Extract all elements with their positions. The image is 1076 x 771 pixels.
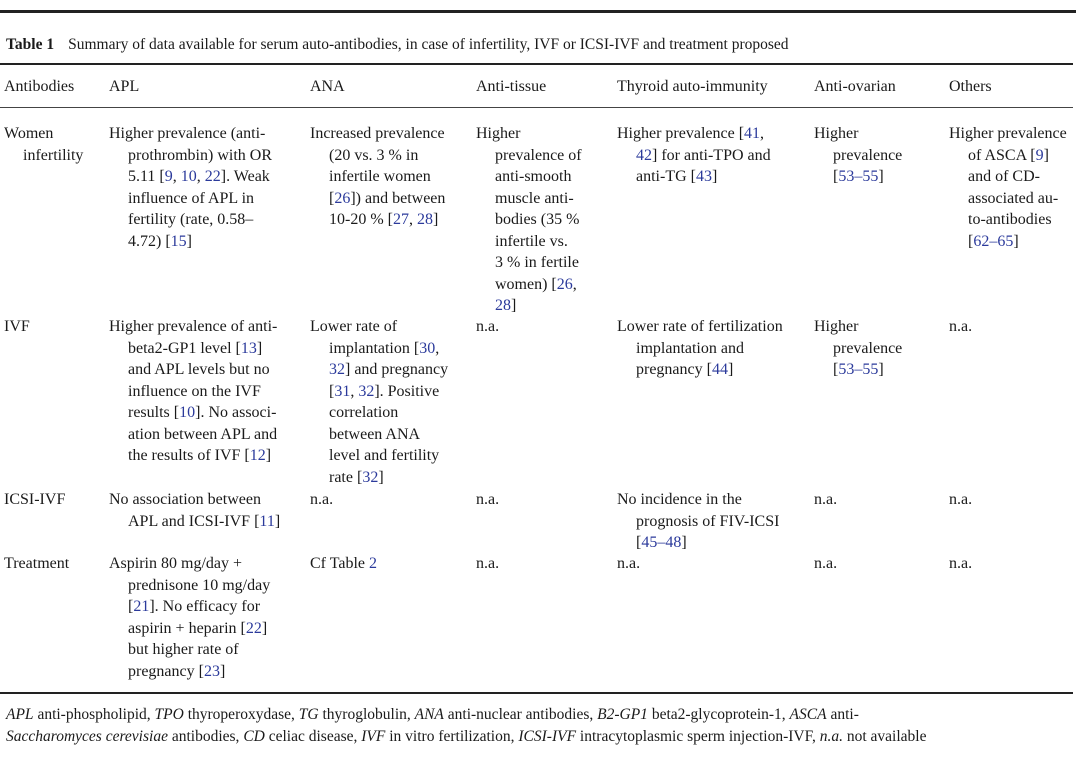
cell-text: ] bbox=[274, 512, 281, 530]
table-label: Table 1 bbox=[6, 36, 55, 53]
cell-line bbox=[949, 231, 1067, 253]
cell-anti-ovarian bbox=[814, 489, 837, 511]
cell-line bbox=[109, 424, 277, 446]
cell-text: fertility (rate, 0.58– bbox=[128, 211, 254, 228]
cell-thyroid bbox=[617, 316, 783, 381]
cell-text: ] and pregnancy bbox=[345, 361, 449, 378]
cell-line bbox=[617, 123, 771, 145]
cell-line bbox=[310, 359, 448, 381]
cell-line bbox=[109, 166, 272, 188]
cell-anti-tissue bbox=[476, 316, 499, 338]
cell-text: ] bbox=[681, 534, 687, 551]
cell-text: ] bbox=[432, 211, 439, 228]
cell-line bbox=[617, 489, 779, 511]
footnote-definition: anti- bbox=[826, 706, 859, 723]
cell-text: [ bbox=[968, 232, 974, 250]
reference-link[interactable]: 21 bbox=[133, 598, 150, 615]
cell-line bbox=[109, 639, 270, 661]
cell-text: Higher prevalence bbox=[949, 125, 1067, 142]
header-ana: ANA bbox=[310, 78, 345, 95]
footnote-abbreviation: ANA bbox=[414, 706, 444, 723]
cell-line bbox=[476, 274, 582, 296]
cell-line bbox=[814, 316, 902, 338]
cell-line bbox=[109, 188, 272, 210]
cell-line bbox=[476, 123, 582, 145]
header-thyroid: Thyroid auto-immunity bbox=[617, 78, 768, 95]
cell-text: ] bbox=[711, 168, 718, 185]
cell-text: ] bbox=[265, 447, 272, 464]
cell-text: n.a. bbox=[949, 318, 973, 335]
footnote-abbreviation: ICSI-IVF bbox=[518, 728, 577, 745]
reference-link[interactable]: 31 bbox=[334, 382, 351, 400]
cell-text: n.a. bbox=[814, 491, 838, 508]
cell-text: ] bbox=[186, 232, 192, 250]
cell-line bbox=[814, 553, 837, 575]
cell-text: , bbox=[408, 211, 417, 228]
cell-line bbox=[949, 553, 972, 575]
cell-line bbox=[109, 316, 277, 338]
cell-text: anti-TG [ bbox=[636, 168, 696, 185]
cell-line bbox=[476, 209, 582, 231]
footnote-abbreviation: Saccharomyces cerevisiae bbox=[6, 728, 168, 745]
cell-text: aspirin + heparin [ bbox=[128, 619, 246, 637]
cell-text: Lower rate of bbox=[310, 318, 398, 335]
cell-line bbox=[310, 402, 448, 424]
cell-text: associated au- bbox=[968, 189, 1059, 207]
cell-text: , bbox=[350, 382, 359, 400]
footnote-line bbox=[6, 726, 926, 748]
cell-text: but higher rate of bbox=[128, 641, 239, 658]
row-label bbox=[4, 489, 65, 511]
cell-line bbox=[814, 338, 902, 360]
cell-line bbox=[617, 359, 783, 381]
cell-line bbox=[310, 123, 445, 145]
cell-line bbox=[617, 511, 779, 533]
cell-line bbox=[310, 489, 333, 511]
cell-text: prevalence of bbox=[495, 146, 582, 164]
cell-line bbox=[476, 188, 582, 210]
cell-apl bbox=[109, 489, 280, 532]
cell-line bbox=[109, 489, 280, 511]
footnote-definition: not available bbox=[842, 728, 927, 745]
cell-text: and APL levels but no bbox=[128, 361, 270, 378]
cell-line bbox=[310, 424, 448, 446]
footnote-definition: in vitro fertilization, bbox=[385, 728, 519, 745]
reference-link[interactable]: 11 bbox=[259, 512, 275, 530]
cell-text: prevalence bbox=[833, 339, 903, 357]
cell-text: [ bbox=[636, 534, 642, 551]
cell-text: APL and ICSI-IVF [ bbox=[128, 512, 260, 530]
cell-line bbox=[310, 338, 448, 360]
cell-text: n.a. bbox=[814, 555, 838, 572]
header-anti-ovarian: Anti-ovarian bbox=[814, 78, 896, 95]
cell-text: 10-20 % [ bbox=[329, 211, 393, 228]
reference-link[interactable]: 10 bbox=[180, 168, 197, 185]
cell-line bbox=[617, 532, 779, 554]
cell-line bbox=[310, 553, 377, 575]
cell-line bbox=[310, 145, 445, 167]
cell-line bbox=[949, 123, 1067, 145]
reference-link[interactable]: 15 bbox=[170, 232, 187, 250]
cell-line bbox=[109, 338, 277, 360]
footnote-abbreviation: APL bbox=[6, 706, 34, 723]
cell-line bbox=[949, 489, 972, 511]
cell-text: rate [ bbox=[329, 468, 363, 486]
row-label-line: Treatment bbox=[4, 555, 70, 572]
header-anti-tissue: Anti-tissue bbox=[476, 78, 547, 95]
header-rule bbox=[0, 107, 1073, 108]
cell-apl bbox=[109, 553, 270, 682]
footnote-abbreviation: ASCA bbox=[789, 706, 827, 723]
cell-text: Higher prevalence of anti- bbox=[109, 318, 278, 335]
cell-text: ] bbox=[727, 361, 734, 378]
cell-text: , bbox=[172, 168, 181, 185]
cell-text: ]. No associ- bbox=[195, 404, 277, 421]
cell-text: , bbox=[196, 168, 205, 185]
cell-text: n.a. bbox=[476, 318, 500, 335]
cell-anti-tissue bbox=[476, 489, 499, 511]
cell-text: [ bbox=[833, 361, 839, 378]
cell-line bbox=[814, 123, 902, 145]
cell-text: ation between APL and bbox=[128, 425, 278, 443]
cell-text: n.a. bbox=[617, 555, 641, 572]
header-apl: APL bbox=[109, 78, 140, 95]
footnote-definition: antibodies, bbox=[167, 728, 244, 745]
cell-text: prevalence bbox=[833, 146, 903, 164]
cell-text: ] bbox=[256, 339, 263, 357]
cell-line bbox=[617, 553, 640, 575]
cell-text: n.a. bbox=[310, 491, 334, 508]
cell-line bbox=[476, 145, 582, 167]
reference-link[interactable]: 26 bbox=[556, 275, 573, 293]
cell-text: ]. Weak bbox=[220, 168, 270, 185]
cell-ana bbox=[310, 316, 448, 488]
cell-text: 3 % in fertile bbox=[495, 254, 579, 271]
cell-text: [ bbox=[128, 598, 134, 615]
cell-line bbox=[814, 489, 837, 511]
cell-line bbox=[476, 295, 582, 317]
reference-link[interactable]: 30 bbox=[419, 339, 436, 357]
row-label-line: Women bbox=[4, 125, 54, 142]
cell-line bbox=[814, 359, 902, 381]
cell-others bbox=[949, 316, 972, 338]
cell-text: , bbox=[760, 125, 765, 142]
cell-text: of ASCA [ bbox=[968, 146, 1036, 164]
cell-line bbox=[476, 316, 499, 338]
cell-text: Higher bbox=[814, 318, 859, 335]
reference-link[interactable]: 28 bbox=[416, 211, 433, 228]
cell-text: Higher bbox=[814, 125, 859, 142]
cell-text: Higher bbox=[476, 125, 521, 142]
cell-text: , bbox=[572, 275, 577, 293]
cell-thyroid bbox=[617, 553, 640, 575]
cell-line bbox=[310, 166, 445, 188]
cell-line bbox=[949, 145, 1067, 167]
row-label-line: ICSI-IVF bbox=[4, 491, 66, 508]
cell-others bbox=[949, 489, 972, 511]
cell-line bbox=[109, 209, 272, 231]
table-caption bbox=[6, 36, 789, 54]
cell-line bbox=[109, 145, 272, 167]
cell-line bbox=[109, 553, 270, 575]
cell-line bbox=[310, 467, 448, 489]
reference-link[interactable]: 12 bbox=[249, 447, 266, 464]
header-others: Others bbox=[949, 78, 992, 95]
row-label-line: IVF bbox=[4, 318, 30, 335]
footnote-definition: intracytoplasmic sperm injection-IVF, bbox=[576, 728, 820, 745]
reference-link[interactable]: 13 bbox=[240, 339, 257, 357]
footnote-abbreviation: CD bbox=[243, 728, 265, 745]
cell-line bbox=[109, 123, 272, 145]
cell-line bbox=[476, 231, 582, 253]
cell-text: Cf Table bbox=[310, 555, 370, 572]
cell-anti-tissue bbox=[476, 123, 582, 317]
cell-text: implantation [ bbox=[329, 339, 420, 357]
cell-text: Higher prevalence [ bbox=[617, 125, 745, 142]
cell-text: ] bbox=[219, 662, 226, 680]
footnote-abbreviation: n.a. bbox=[819, 728, 843, 745]
reference-link[interactable]: 45–48 bbox=[641, 534, 682, 551]
cell-line bbox=[109, 381, 277, 403]
cell-anti-ovarian bbox=[814, 553, 837, 575]
cell-ana bbox=[310, 123, 445, 231]
cell-apl bbox=[109, 316, 277, 467]
cell-text: No incidence in the bbox=[617, 491, 742, 508]
cell-text: and of CD- bbox=[968, 168, 1040, 185]
cell-line bbox=[814, 166, 902, 188]
cell-text: prothrombin) with OR bbox=[128, 146, 272, 164]
reference-link[interactable]: 9 bbox=[1035, 146, 1044, 164]
cell-line bbox=[476, 553, 499, 575]
cell-line bbox=[476, 166, 582, 188]
reference-link[interactable]: 41 bbox=[744, 125, 761, 142]
cell-line bbox=[617, 338, 783, 360]
cell-line bbox=[109, 231, 272, 253]
reference-link[interactable]: 9 bbox=[164, 168, 173, 185]
cell-thyroid bbox=[617, 489, 779, 554]
cell-line bbox=[814, 145, 902, 167]
reference-link[interactable]: 53–55 bbox=[838, 168, 879, 185]
footnote-abbreviation: TG bbox=[298, 706, 319, 723]
footnote-line bbox=[6, 704, 926, 726]
cell-line bbox=[617, 145, 771, 167]
cell-text: 5.11 [ bbox=[128, 168, 165, 185]
cell-ana bbox=[310, 489, 333, 511]
reference-link[interactable]: 32 bbox=[358, 382, 375, 400]
cell-line bbox=[310, 209, 445, 231]
cell-text: infertile women bbox=[329, 168, 431, 185]
table-title: Summary of data available for serum auto-antibodies, in case of infertility, IVF or ICSI-IVF and treatment proposed bbox=[68, 36, 789, 53]
cell-text: ] bbox=[378, 468, 384, 486]
row-label bbox=[4, 123, 83, 166]
cell-line bbox=[109, 661, 270, 683]
cell-line bbox=[109, 575, 270, 597]
cell-line bbox=[949, 316, 972, 338]
reference-link[interactable]: 42 bbox=[636, 146, 652, 164]
header-antibodies: Antibodies bbox=[4, 78, 75, 95]
cell-line bbox=[109, 596, 270, 618]
row-label bbox=[4, 553, 69, 575]
cell-text: n.a. bbox=[476, 491, 500, 508]
cell-line bbox=[949, 166, 1067, 188]
cell-apl bbox=[109, 123, 272, 252]
cell-line bbox=[109, 359, 277, 381]
footnote-abbreviation: TPO bbox=[154, 706, 184, 723]
cell-text: [ bbox=[833, 168, 839, 185]
reference-link[interactable]: 62–65 bbox=[973, 232, 1014, 250]
cell-text: to-antibodies bbox=[968, 211, 1052, 228]
cell-text: results [ bbox=[128, 404, 180, 421]
cell-line bbox=[310, 381, 448, 403]
reference-link[interactable]: 44 bbox=[711, 361, 728, 378]
cell-text: ] for anti-TPO and bbox=[652, 146, 771, 164]
footnote-definition: anti-nuclear antibodies, bbox=[443, 706, 598, 723]
table-bottom-rule bbox=[0, 692, 1073, 694]
reference-link[interactable]: 2 bbox=[369, 555, 378, 572]
cell-text: (20 vs. 3 % in bbox=[329, 146, 419, 164]
table-footnote bbox=[6, 704, 926, 748]
cell-text: ] bbox=[878, 168, 884, 185]
cell-ana bbox=[310, 553, 377, 575]
reference-link[interactable]: 32 bbox=[329, 361, 345, 378]
cell-text: between ANA bbox=[329, 425, 421, 443]
cell-text: muscle anti- bbox=[495, 189, 574, 207]
cell-text: women) [ bbox=[495, 275, 557, 293]
cell-line bbox=[310, 445, 448, 467]
cell-thyroid bbox=[617, 123, 771, 188]
reference-link[interactable]: 43 bbox=[695, 168, 712, 185]
cell-text: beta2-GP1 level [ bbox=[128, 339, 241, 357]
cell-text: n.a. bbox=[476, 555, 500, 572]
cell-text: [ bbox=[329, 189, 335, 207]
cell-text: ]. No efficacy for bbox=[149, 598, 261, 615]
cell-text: the results of IVF [ bbox=[128, 447, 250, 464]
cell-text: 4.72) [ bbox=[128, 232, 171, 250]
cell-text: prognosis of FIV-ICSI bbox=[636, 512, 780, 530]
cell-text: infertile vs. bbox=[495, 232, 568, 250]
cell-line bbox=[310, 316, 448, 338]
footnote-definition: celiac disease, bbox=[264, 728, 362, 745]
cell-line bbox=[109, 445, 277, 467]
cell-text: Higher prevalence (anti- bbox=[109, 125, 266, 142]
cell-text: ]. Positive bbox=[374, 382, 440, 400]
cell-line bbox=[617, 166, 771, 188]
cell-text: No association between bbox=[109, 491, 261, 508]
cell-text: ] bbox=[261, 619, 268, 637]
reference-link[interactable]: 22 bbox=[204, 168, 221, 185]
footnote-definition: beta2-glycoprotein-1, bbox=[647, 706, 790, 723]
cell-text: pregnancy [ bbox=[128, 662, 204, 680]
cell-text: ] bbox=[1043, 146, 1049, 164]
cell-others bbox=[949, 123, 1067, 252]
cell-line bbox=[109, 511, 280, 533]
cell-line bbox=[310, 188, 445, 210]
reference-link[interactable]: 32 bbox=[362, 468, 379, 486]
cell-text: implantation and bbox=[636, 339, 744, 357]
cell-text: n.a. bbox=[949, 555, 973, 572]
reference-link[interactable]: 26 bbox=[334, 189, 351, 207]
cell-text: n.a. bbox=[949, 491, 973, 508]
cell-text: ]) and between bbox=[350, 189, 446, 207]
cell-text: pregnancy [ bbox=[636, 361, 712, 378]
reference-link[interactable]: 53–55 bbox=[838, 361, 879, 378]
cell-line bbox=[949, 188, 1067, 210]
cell-text: level and fertility bbox=[329, 447, 440, 464]
cell-text: , bbox=[435, 339, 440, 357]
cell-anti-ovarian bbox=[814, 316, 902, 381]
cell-text: anti-smooth bbox=[495, 168, 572, 185]
row-label bbox=[4, 316, 30, 338]
reference-link[interactable]: 27 bbox=[392, 211, 409, 228]
page-top-rule bbox=[0, 10, 1076, 13]
cell-line bbox=[617, 316, 783, 338]
row-label-line: infertility bbox=[23, 146, 84, 164]
reference-link[interactable]: 10 bbox=[179, 404, 196, 421]
cell-text: prednisone 10 mg/day bbox=[128, 576, 271, 594]
footnote-abbreviation: IVF bbox=[361, 728, 386, 745]
cell-text: ] bbox=[511, 297, 517, 314]
cell-text: [ bbox=[329, 382, 335, 400]
cell-text: ] bbox=[878, 361, 884, 378]
cell-text: ] bbox=[1013, 232, 1019, 250]
table-top-rule bbox=[0, 63, 1073, 65]
cell-text: influence of APL in bbox=[128, 189, 255, 207]
cell-line bbox=[109, 402, 277, 424]
cell-text: bodies (35 % bbox=[495, 211, 580, 228]
reference-link[interactable]: 23 bbox=[203, 662, 220, 680]
cell-line bbox=[949, 209, 1067, 231]
cell-anti-tissue bbox=[476, 553, 499, 575]
reference-link[interactable]: 28 bbox=[495, 297, 511, 314]
footnote-definition: anti-phospholipid, bbox=[33, 706, 155, 723]
footnote-definition: thyroperoxydase, bbox=[183, 706, 299, 723]
cell-text: Increased prevalence bbox=[310, 125, 445, 142]
cell-line bbox=[476, 252, 582, 274]
cell-text: Lower rate of fertilization bbox=[617, 318, 783, 335]
cell-line bbox=[109, 618, 270, 640]
footnote-abbreviation: B2-GP1 bbox=[597, 706, 648, 723]
reference-link[interactable]: 22 bbox=[245, 619, 262, 637]
cell-text: influence on the IVF bbox=[128, 382, 261, 400]
cell-others bbox=[949, 553, 972, 575]
cell-text: Aspirin 80 mg/day + bbox=[109, 555, 243, 572]
cell-anti-ovarian bbox=[814, 123, 902, 188]
cell-text: correlation bbox=[329, 404, 399, 421]
cell-line bbox=[476, 489, 499, 511]
footnote-definition: thyroglobulin, bbox=[318, 706, 415, 723]
